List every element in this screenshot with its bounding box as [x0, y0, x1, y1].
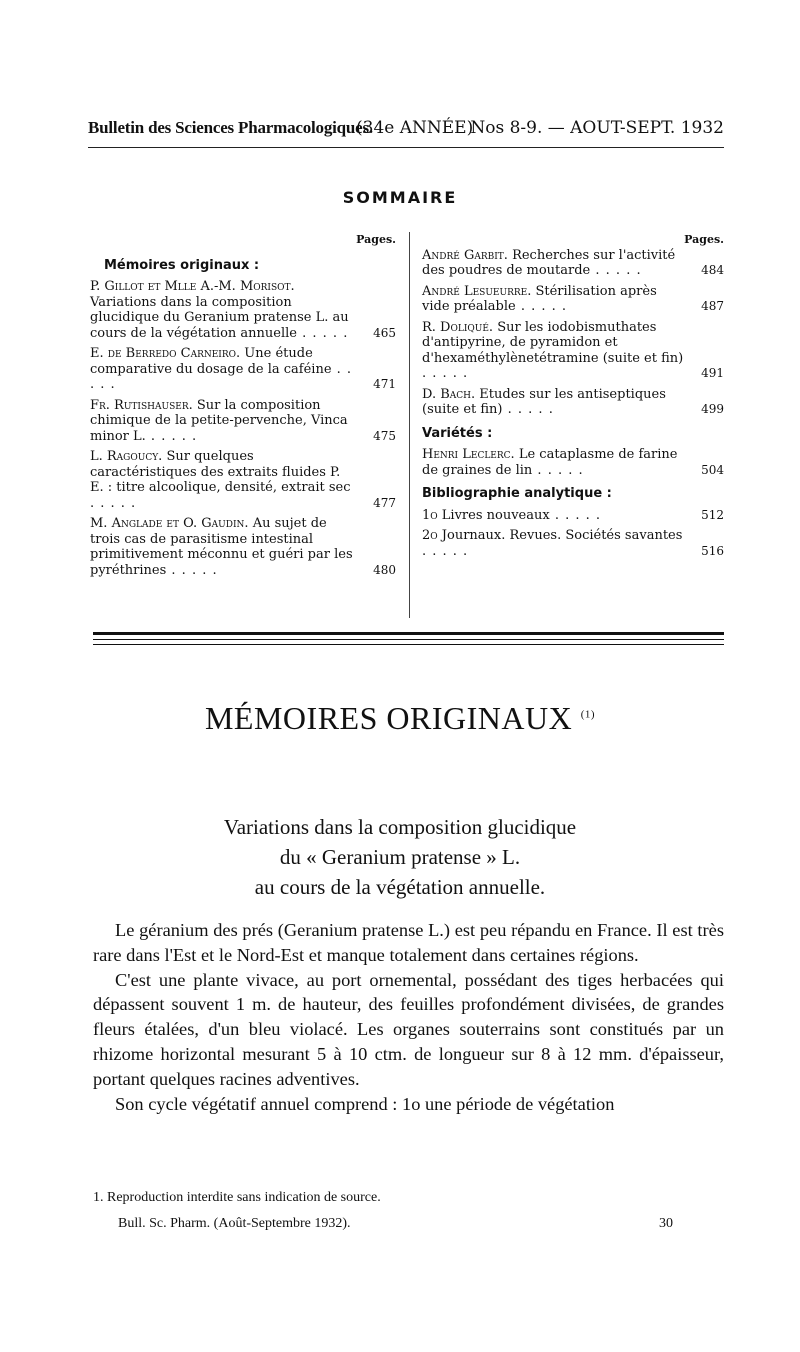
toc-entry-page: 471 — [373, 377, 396, 391]
toc-entry-page: 477 — [373, 495, 396, 510]
toc-entry — [90, 449, 396, 511]
toc-entry-authors: P. Gillot et Mlle A.-M. Morisot. — [90, 279, 295, 294]
page-footer — [118, 1216, 673, 1234]
toc-entry — [90, 516, 396, 578]
toc-entry-authors: M. Anglade et O. Gaudin. — [90, 516, 249, 531]
toc-entry-authors: André Lesueurre. — [422, 283, 532, 299]
varietes-entry-list — [422, 447, 724, 478]
leader-dots: . . . . . — [90, 495, 137, 511]
toc-entry — [422, 447, 724, 478]
section-title-text: MÉMOIRES ORIGINAUX — [204, 700, 573, 736]
separator-thin — [93, 639, 724, 640]
toc-entry-authors: Henri Leclerc. — [422, 447, 515, 462]
article-title-line: Variations dans la composition glucidique — [223, 815, 577, 839]
left-entry-list — [90, 279, 396, 578]
section-bibliographie: Bibliographie analytique : — [422, 486, 612, 501]
leader-dots: . . . . . — [502, 402, 554, 417]
toc-entry-title: Journaux. Revues. Sociétés savantes — [441, 528, 683, 543]
toc-entry-title: Recherches sur l'activité des poudres de moutarde — [422, 247, 676, 278]
biblio-entry-list — [422, 508, 724, 560]
toc-entry-authors: E. de Berredo Carneiro. — [90, 346, 241, 361]
leader-dots: . . . . . — [166, 562, 218, 578]
toc-entry-page: 499 — [701, 402, 724, 416]
paragraph: Son cycle végétatif annuel comprend : 1o une période de végétation — [115, 1093, 615, 1114]
article-title — [0, 812, 800, 902]
toc-entry-page: 475 — [373, 428, 396, 443]
toc-entry-page: 487 — [701, 299, 724, 313]
toc-entry-title: Variations dans la composition glucidique du Geranium pratense L. au cours de la végétation annuelle — [90, 294, 349, 341]
toc-entry — [422, 320, 724, 382]
toc-entry-title: Stérilisation après vide préalable — [422, 283, 657, 314]
section-title — [0, 700, 800, 737]
toc-entry — [90, 346, 396, 393]
toc-entry-page: 504 — [701, 462, 724, 477]
toc-entry-page: 491 — [701, 366, 724, 380]
pages-label: Pages. — [356, 233, 396, 246]
leader-dots: . . . . . — [515, 299, 568, 314]
toc-entry — [422, 387, 724, 418]
paragraph: C'est une plante vivace, au port ornemental, possédant des tiges herbacées qui dépassent souvent 1 m. de hauteur, des feuilles profondément divisées, de grandes fleurs étalées, d'un bleu violacé. Les organes souterrains sont constitués par un rhizome horizontal mesurant 5 à 10 ctm. de longueur sur 8 à 12 mm. d'épaisseur, portant quelques racines adventives. — [93, 969, 724, 1089]
toc-entry — [90, 398, 396, 445]
citation-reference: Bull. Sc. Pharm. (Août-Septembre 1932). — [118, 1216, 351, 1231]
toc-entry-authors: 1o — [422, 507, 438, 523]
leader-dots: . . . . . — [532, 462, 584, 478]
separator-thin — [93, 644, 724, 645]
section-memoires: Mémoires originaux : — [104, 257, 260, 273]
toc-entry — [90, 279, 396, 341]
toc-entry-authors: R. Doliqué. — [422, 319, 494, 335]
toc-entry-title: Etudes sur les antiseptiques (suite et fin) — [422, 386, 666, 417]
footnote: 1. Reproduction interdite sans indication de source. — [93, 1190, 381, 1205]
article-title-line: du « Geranium pratense » L. — [279, 845, 521, 869]
paragraph: Le géranium des prés (Geranium pratense L.) est peu répandu en France. Il est très rare dans l'Est et le Nord-Est et manque totalement dans certaines régions. — [93, 920, 724, 965]
issue-number: Nos 8-9. — AOUT-SEPT. 1932 — [470, 118, 724, 138]
leader-dots: . . . . . — [422, 543, 469, 559]
right-entry-list — [422, 248, 724, 418]
journal-name: Bulletin des Sciences Pharmacologiques. — [88, 118, 373, 137]
header-rule — [88, 147, 724, 148]
toc-entry — [422, 508, 724, 524]
leader-dots: . . . . . — [90, 361, 353, 392]
sommaire-left-column — [90, 232, 396, 583]
article-body — [93, 918, 724, 1116]
toc-entry-page: 512 — [701, 507, 724, 522]
article-title-line: au cours de la végétation annuelle. — [254, 875, 546, 899]
toc-entry — [422, 284, 724, 315]
toc-entry-authors: L. Ragoucy. — [90, 449, 163, 464]
toc-entry — [422, 248, 724, 279]
toc-entry-title: Livres nouveaux — [441, 507, 550, 523]
separator-thick — [93, 632, 724, 635]
toc-entry-authors: D. Bach. — [422, 386, 476, 402]
toc-entry-title: Une étude comparative du dosage de la caféine — [90, 346, 332, 377]
toc-entry-page: 465 — [373, 325, 396, 340]
toc-entry-title: Sur quelques caractéristiques des extraits fluides P. E. : titre alcoolique, densité, extrait sec — [90, 449, 351, 495]
leader-dots: . . . . . — [590, 263, 642, 278]
toc-entry-page: 484 — [701, 263, 724, 277]
toc-entry-title: Au sujet de trois cas de parasitisme intestinal primitivement méconnu et guéri par les pyréthrines — [90, 516, 353, 578]
toc-entry-title: Sur les iodobismuthates d'antipyrine, de pyramidon et d'hexaméthylènetétramine (suite et fin) — [422, 319, 684, 366]
toc-entry-title: Sur la composition chimique de la petite-pervenche, Vinca minor L. — [90, 397, 348, 444]
toc-entry-page: 480 — [373, 562, 396, 577]
toc-entry — [422, 528, 724, 559]
toc-entry-title: Le cataplasme de farine de graines de lin — [422, 447, 678, 478]
toc-entry-page: 516 — [701, 543, 724, 558]
leader-dots: . . . . . — [145, 428, 198, 444]
running-header — [88, 118, 724, 140]
sommaire-right-column — [422, 232, 724, 564]
leader-dots: . . . . . — [297, 325, 349, 341]
journal-year: (34e ANNÉE) — [356, 118, 474, 138]
footnote-marker: (1) — [580, 708, 596, 721]
toc-entry-authors: André Garbit. — [422, 247, 508, 263]
pages-label: Pages. — [684, 233, 724, 246]
leader-dots: . . . . . — [422, 366, 469, 381]
toc-entry-authors: 2o — [422, 528, 438, 543]
page-number: 30 — [659, 1216, 673, 1231]
leader-dots: . . . . . — [549, 507, 602, 523]
toc-entry-authors: Fr. Rutishauser. — [90, 397, 193, 413]
section-varietes: Variétés : — [422, 425, 493, 441]
column-divider — [409, 232, 410, 618]
sommaire-title: SOMMAIRE — [342, 188, 458, 207]
